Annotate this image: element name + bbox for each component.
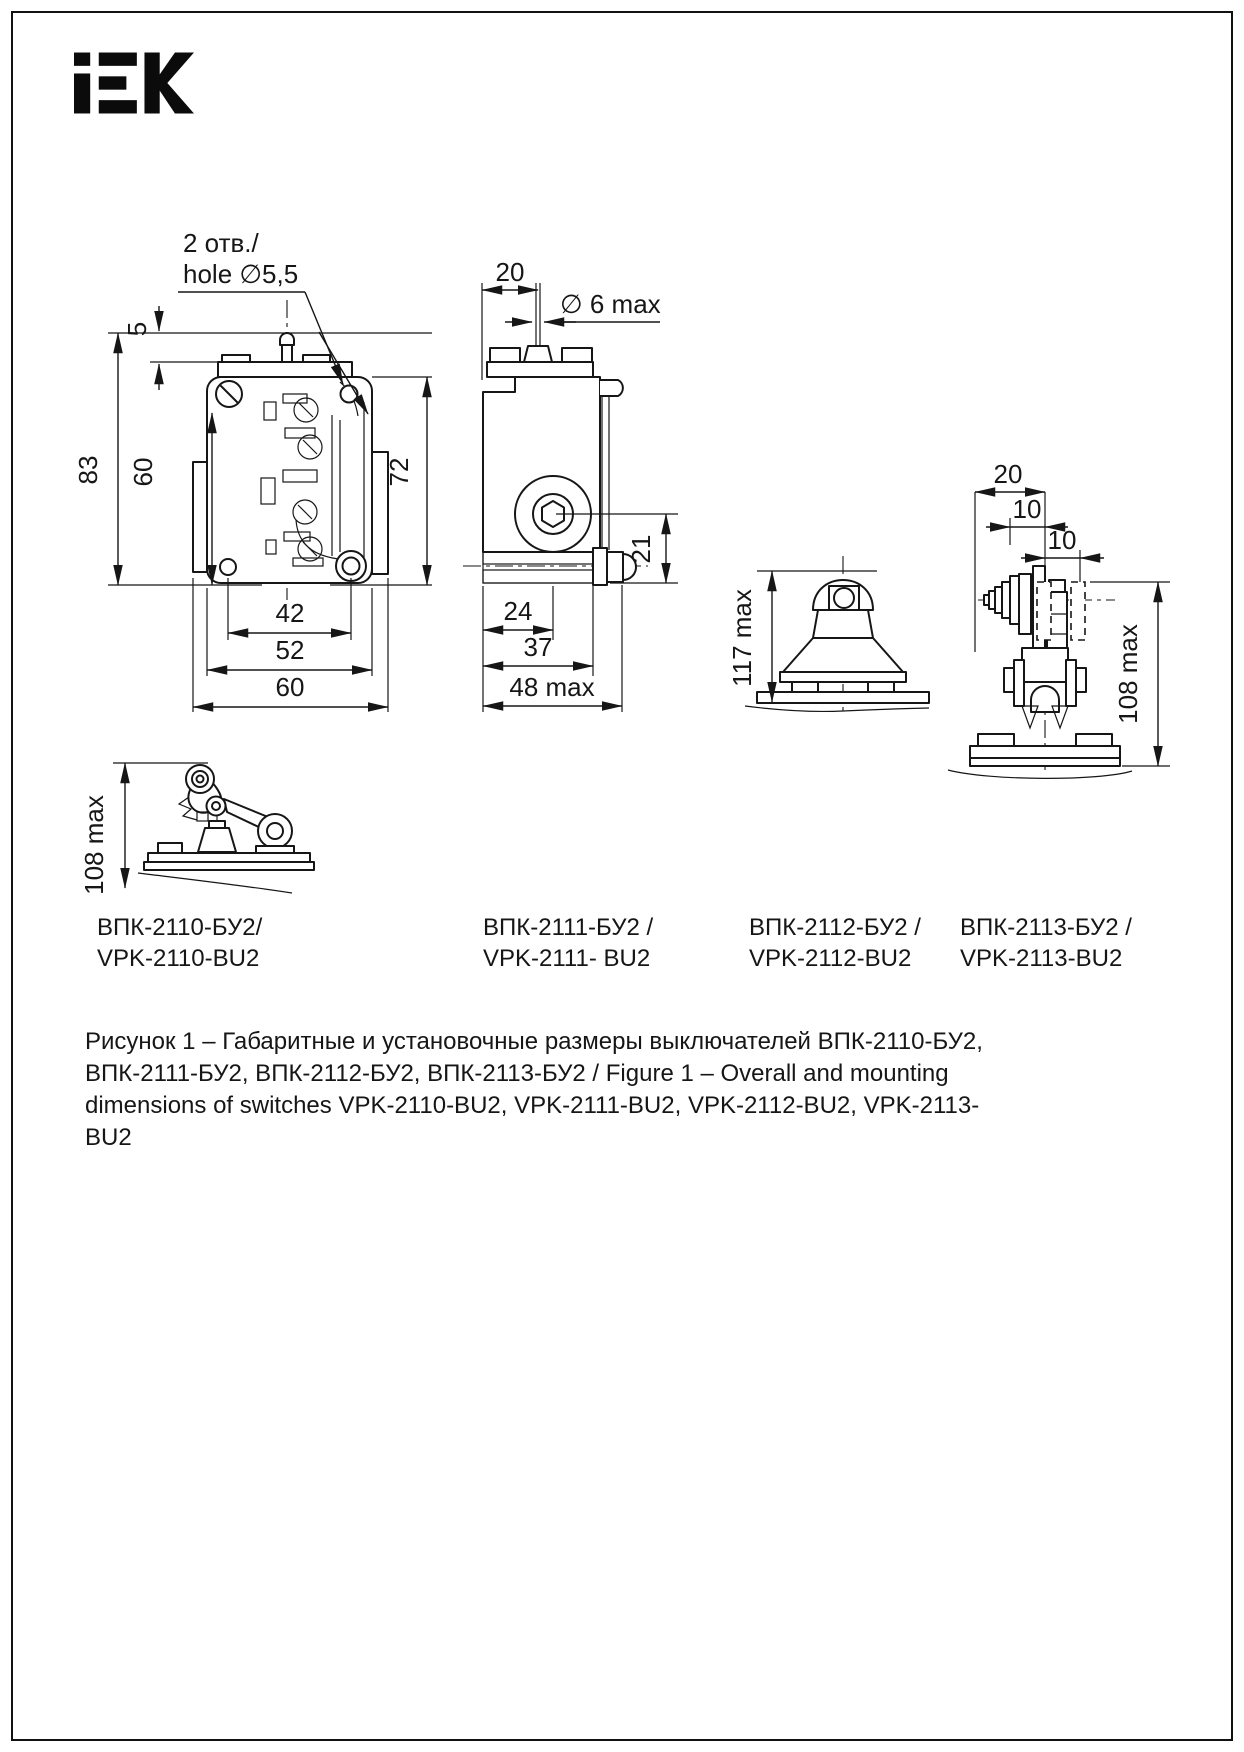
front-mounting-hole-bottom — [220, 559, 236, 575]
model-ru: ВПК-2112-БУ2 / — [749, 914, 921, 941]
pl-base-tab-left — [978, 734, 1014, 746]
model-labels-row — [0, 912, 1244, 982]
dim-10a-label: 10 — [1012, 494, 1042, 524]
pl-bracket — [1022, 648, 1068, 682]
dim-10b-label: 10 — [1047, 525, 1077, 555]
front-plunger-cap — [280, 333, 294, 345]
rl-base-plate — [148, 853, 310, 862]
model-en: VPK-2110-BU2 — [97, 945, 260, 972]
pl-base-tab-right — [1076, 734, 1112, 746]
rl-base-plate2 — [144, 862, 314, 870]
side-bolt-plate — [593, 548, 607, 585]
rl-base-break-line — [138, 873, 292, 893]
bell-rim — [780, 672, 906, 682]
dim-52-label: 52 — [275, 635, 305, 665]
dim-72-label: 72 — [384, 457, 414, 487]
model-label-vpk-2113 — [960, 912, 1132, 974]
dia6-label: ∅ 6 max — [560, 289, 661, 319]
front-left-flange — [193, 462, 207, 572]
side-base-hatch-bottom — [483, 570, 593, 583]
dim-42-label: 42 — [275, 598, 305, 628]
pl-leg-right — [1066, 660, 1076, 706]
bell-foot-left — [792, 682, 818, 692]
pl-roller — [1031, 686, 1059, 712]
dim-117-label: 117 max — [727, 589, 757, 687]
pl-base-plate2 — [970, 758, 1120, 766]
rl-top-roller-hub — [197, 776, 204, 783]
rl-base-tab-left — [158, 843, 182, 853]
rl-pivot-hub — [212, 802, 220, 810]
model-en: VPK-2113-BU2 — [960, 945, 1123, 972]
dim-60h-label: 60 — [275, 672, 305, 702]
model-en: VPK-2111- BU2 — [483, 945, 651, 972]
dim-20b-label: 20 — [993, 459, 1023, 489]
front-plunger-stem — [282, 345, 292, 362]
side-ear — [600, 380, 623, 396]
dim-48-label: 48 max — [509, 672, 595, 702]
dim-108r-label: 108 max — [1113, 624, 1143, 724]
bell-base-plate — [757, 692, 929, 703]
pl-lever-dashed-b — [1071, 582, 1085, 640]
side-top-plate — [487, 362, 593, 377]
bell-foot-right — [868, 682, 894, 692]
view-front — [73, 228, 432, 712]
view-plunger-lever — [948, 459, 1170, 778]
side-base-hatch-top — [483, 552, 593, 564]
side-bolt-body — [607, 552, 623, 582]
dim-5-label: 5 — [122, 321, 152, 337]
model-label-vpk-2111 — [483, 912, 653, 974]
side-base-outline — [483, 552, 593, 583]
pl-base-break-line — [948, 770, 1132, 778]
dim-21-label: 21 — [626, 534, 656, 564]
model-ru: ВПК-2113-БУ2 / — [960, 914, 1132, 941]
model-label-vpk-2112 — [749, 912, 921, 974]
hole-note-line2: hole ∅5,5 — [183, 259, 299, 289]
pl-tab-right — [1076, 668, 1086, 692]
front-top-plate — [218, 362, 352, 377]
dim-108l-label: 108 max — [79, 795, 109, 895]
pl-leg-left — [1014, 660, 1024, 706]
bell-neck — [813, 610, 873, 638]
front-bushing-inner — [343, 558, 360, 575]
pl-plate-a — [1019, 574, 1031, 634]
dim-60v-label: 60 — [128, 457, 158, 487]
view-bell — [727, 556, 929, 716]
model-ru: ВПК-2110-БУ2/ — [97, 914, 263, 941]
rl-plunger-top — [209, 821, 225, 828]
bell-base-break-line — [745, 706, 929, 711]
pl-chuck — [984, 576, 1019, 624]
model-en: VPK-2112-BU2 — [749, 945, 912, 972]
front-mounting-hole-top — [341, 386, 358, 403]
bell-roller — [834, 588, 854, 608]
rl-big-roller-hub — [267, 823, 283, 839]
dim-83-label: 83 — [73, 455, 103, 485]
view-side — [463, 257, 678, 712]
view-rotary-lever — [79, 763, 314, 895]
bell-skirt — [783, 638, 903, 672]
model-label-vpk-2110 — [97, 912, 262, 974]
dim-37-label: 37 — [523, 632, 553, 662]
side-plunger-cone — [524, 346, 552, 362]
rl-plunger-cone — [198, 828, 236, 852]
dim-24-label: 24 — [503, 596, 533, 626]
model-ru: ВПК-2111-БУ2 / — [483, 914, 654, 941]
dim-20-label: 20 — [495, 257, 525, 287]
side-top-tab-left — [490, 348, 520, 362]
pl-tab-left — [1004, 668, 1014, 692]
pl-base-plate — [970, 746, 1120, 758]
pl-lever-dashed-a — [1037, 582, 1051, 640]
figure-caption: Рисунок 1 – Габаритные и установочные размеры выключателей ВПК-2110-БУ2, ВПК-2111-БУ2, ВПК-2112-БУ2, ВПК-2113-БУ2 / Figure 1 – Overall and mounting dimensions of switches VPK-2110-BU2, VPK-2111-BU2, VPK-2112-BU2, VPK-2113-BU2 — [85, 1028, 983, 1151]
hole-note-line1: 2 отв./ — [183, 228, 259, 258]
side-top-tab-right — [562, 348, 592, 362]
